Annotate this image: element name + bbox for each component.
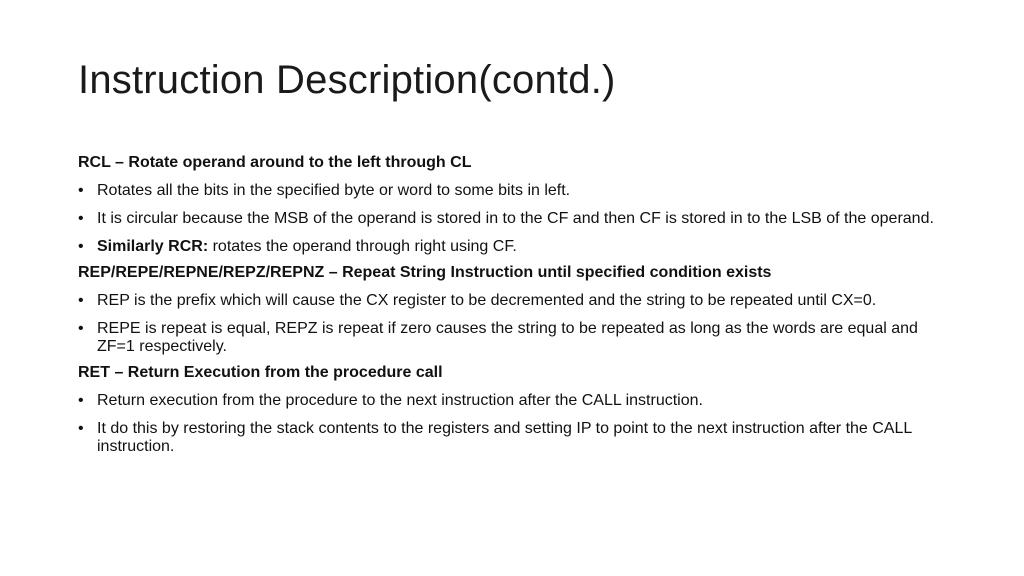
bullet-text: rotates the operand through right using CF.	[208, 238, 517, 255]
bullet-icon: •	[78, 238, 84, 255]
bullet-text: REP is the prefix which will cause the CX register to be decremented and the string to be repeated until CX=0.	[97, 292, 877, 309]
bullet-text: Rotates all the bits in the specified byte or word to some bits in left.	[97, 182, 571, 199]
bullet-icon: •	[78, 210, 84, 227]
slide-title: Instruction Description(contd.)	[78, 58, 616, 102]
bullet-icon: •	[78, 420, 84, 437]
section-heading-ret: RET – Return Execution from the procedure call	[78, 364, 443, 381]
list-item	[78, 182, 958, 200]
bullet-text: It do this by restoring the stack contents to the registers and setting IP to point to the next instruction after the CALL instruction.	[97, 420, 912, 455]
list-item	[78, 392, 958, 410]
section-heading-rcl: RCL – Rotate operand around to the left through CL	[78, 154, 472, 171]
bullet-bold-term: Similarly RCR:	[97, 238, 209, 255]
bullet-text: REPE is repeat is equal, REPZ is repeat if zero causes the string to be repeated as long as the words are equal and ZF=1 respectively.	[97, 320, 918, 355]
list-item	[78, 420, 958, 456]
bullet-text: Return execution from the procedure to the next instruction after the CALL instruction.	[97, 392, 703, 409]
bullet-icon: •	[78, 320, 84, 337]
bullet-icon: •	[78, 392, 84, 409]
bullet-text: It is circular because the MSB of the operand is stored in to the CF and then CF is stored in to the LSB of the operand.	[97, 210, 934, 227]
section-heading-rep: REP/REPE/REPNE/REPZ/REPNZ – Repeat String Instruction until specified condition exists	[78, 264, 772, 281]
list-item	[78, 292, 958, 310]
list-item	[78, 238, 958, 256]
bullet-icon: •	[78, 182, 84, 199]
list-item	[78, 320, 958, 356]
bullet-icon: •	[78, 292, 84, 309]
slide-body	[78, 154, 958, 466]
list-item	[78, 210, 958, 228]
